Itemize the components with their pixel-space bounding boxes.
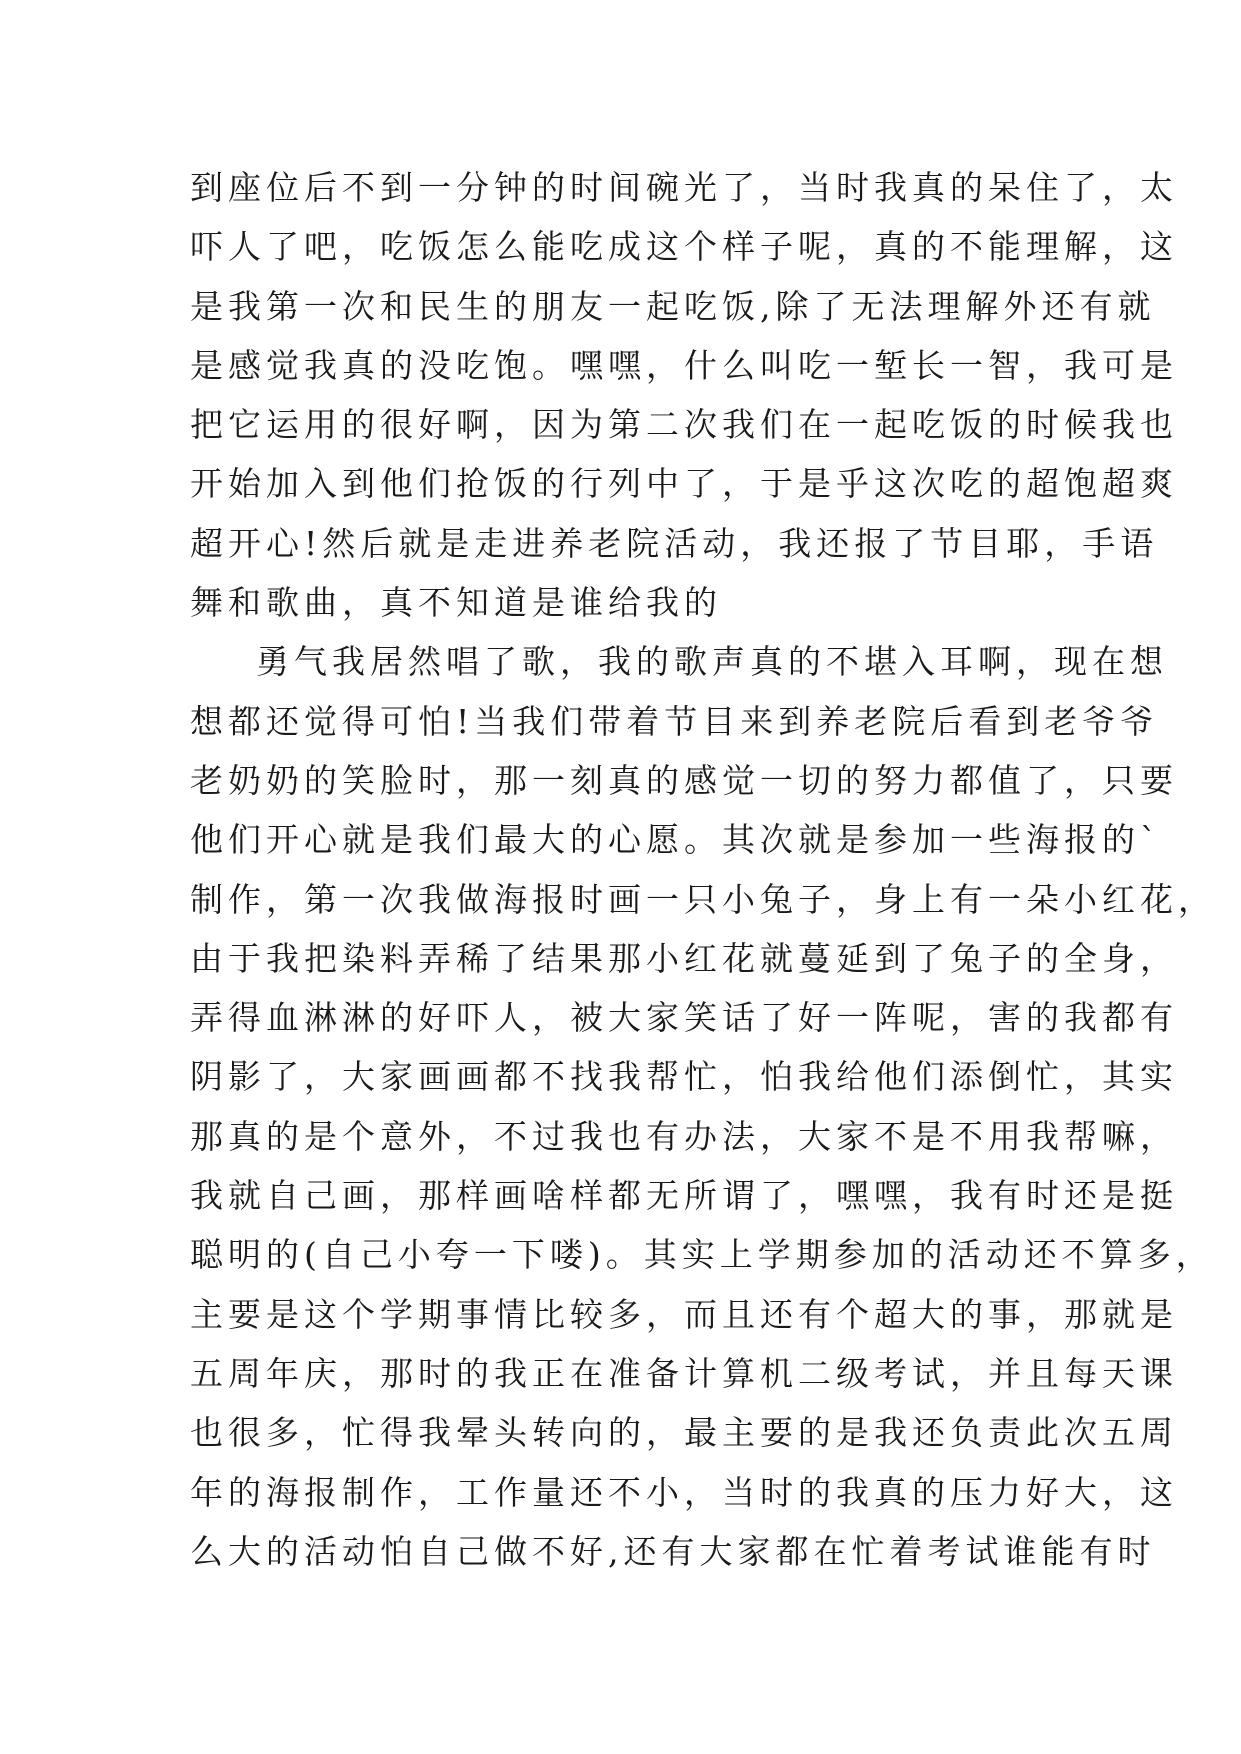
- text-line: 到座位后不到一分钟的时间碗光了，当时我真的呆住了，太: [190, 168, 1178, 207]
- text-line: 弄得血淋淋的好吓人，被大家笑话了好一阵呢，害的我都有: [190, 998, 1178, 1038]
- text-line: 我就自己画，那样画啥样都无所谓了，嘿嘿，我有时还是挺: [190, 1176, 1178, 1216]
- text-line: 五周年庆，那时的我正在准备计算机二级考试，并且每天课: [190, 1353, 1178, 1393]
- text-line: 是感觉我真的没吃饱。嘿嘿，什么叫吃一堑长一智，我可是: [190, 345, 1178, 385]
- text-line: 由于我把染料弄稀了结果那小红花就蔓延到了兔子的全身，: [190, 938, 1178, 978]
- text-line: 主要是这个学期事情比较多，而且还有个超大的事，那就是: [190, 1294, 1178, 1334]
- text-line: 也很多，忙得我晕头转向的，最主要的是我还负责此次五周: [190, 1413, 1178, 1453]
- text-line: 聪明的(自己小夸一下喽)。其实上学期参加的活动还不算多，: [190, 1235, 1214, 1275]
- text-line: 年的海报制作，工作量还不小，当时的我真的压力好大，这: [190, 1472, 1178, 1512]
- text-line: 阴影了，大家画画都不找我帮忙，怕我给他们添倒忙，其实: [190, 1057, 1178, 1097]
- text-line: 把它运用的很好啊，因为第二次我们在一起吃饭的时候我也: [190, 405, 1178, 445]
- text-line: 那真的是个意外，不过我也有办法，大家不是不用我帮嘛，: [190, 1116, 1178, 1156]
- text-line: 他们开心就是我们最大的心愿。其次就是参加一些海报的`: [190, 820, 1162, 860]
- text-line: 舞和歌曲，真不知道是谁给我的: [190, 583, 722, 623]
- text-line: 是我第一次和民生的朋友一起吃饭,除了无法理解外还有就: [190, 286, 1156, 326]
- text-line: 想都还觉得可怕!当我们带着节目来到养老院后看到老爷爷: [190, 701, 1159, 741]
- text-line: 么大的活动怕自己做不好,还有大家都在忙着考试谁能有时: [190, 1531, 1156, 1571]
- text-line: 制作，第一次我做海报时画一只小兔子，身上有一朵小红花，: [190, 879, 1216, 919]
- text-line: 超开心!然后就是走进养老院活动，我还报了节目耶，手语: [190, 523, 1159, 563]
- paragraph-start-line: 勇气我居然唱了歌，我的歌声真的不堪入耳啊，现在想: [256, 642, 1168, 682]
- body-text: [190, 158, 1216, 1581]
- text-line: 开始加入到他们抢饭的行列中了，于是乎这次吃的超饱超爽: [190, 464, 1178, 504]
- text-line: 吓人了吧，吃饭怎么能吃成这个样子呢，真的不能理解，这: [190, 227, 1178, 267]
- text-line: 老奶奶的笑脸时，那一刻真的感觉一切的努力都值了，只要: [190, 760, 1178, 800]
